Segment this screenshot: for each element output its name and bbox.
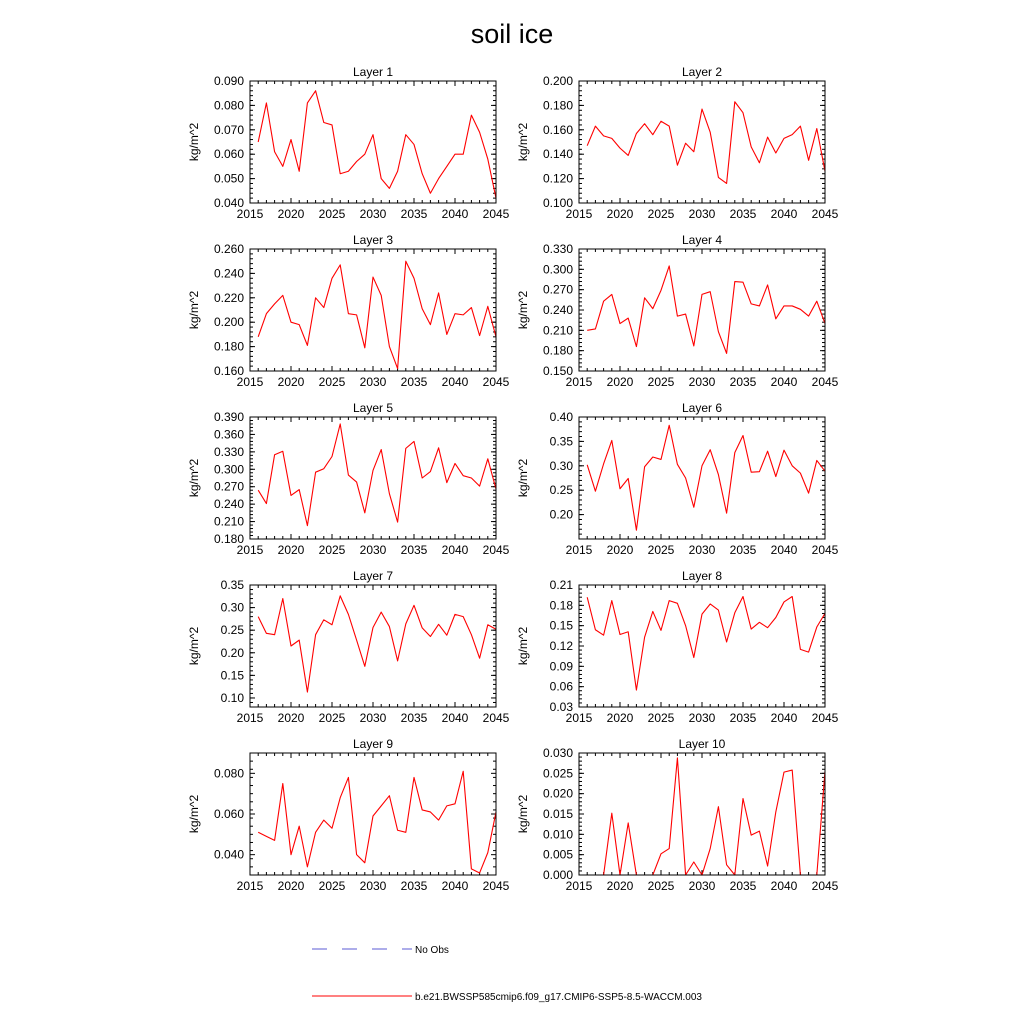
y-tick-label: 0.25	[220, 623, 244, 638]
x-tick-label: 2035	[400, 375, 428, 389]
x-tick-label: 2040	[770, 207, 798, 221]
y-tick-label: 0.20	[220, 645, 244, 660]
y-tick-label: 0.330	[213, 444, 244, 459]
y-tick-label: 0.210	[542, 323, 573, 338]
y-tick-label: 0.200	[542, 74, 573, 88]
x-tick-label: 2025	[647, 711, 675, 725]
y-tick-label: 0.330	[542, 242, 573, 256]
y-tick-label: 0.300	[542, 262, 573, 277]
x-tick-label: 2020	[606, 207, 634, 221]
x-tick-label: 2015	[565, 543, 593, 557]
x-tick-label: 2015	[565, 375, 593, 389]
x-tick-label: 2030	[688, 879, 716, 893]
x-tick-label: 2025	[318, 207, 346, 221]
y-tick-label: 0.030	[542, 746, 573, 760]
x-tick-label: 2040	[770, 711, 798, 725]
x-tick-label: 2020	[277, 375, 305, 389]
x-tick-label: 2015	[236, 879, 264, 893]
y-tick-label: 0.260	[213, 242, 244, 256]
x-tick-label: 2030	[688, 711, 716, 725]
y-tick-label: 0.140	[542, 147, 573, 162]
x-tick-label: 2015	[565, 879, 593, 893]
x-tick-label: 2015	[236, 207, 264, 221]
x-tick-label: 2025	[647, 375, 675, 389]
panel-title: Layer 10	[678, 737, 726, 751]
x-tick-label: 2040	[441, 543, 469, 557]
y-tick-label: 0.020	[542, 786, 573, 801]
x-tick-label: 2030	[688, 543, 716, 557]
y-tick-label: 0.080	[213, 766, 244, 781]
x-tick-label: 2045	[482, 375, 510, 389]
y-tick-label: 0.100	[542, 196, 573, 210]
panel-title: Layer 4	[681, 233, 723, 247]
x-tick-label: 2045	[482, 207, 510, 221]
x-tick-label: 2020	[277, 879, 305, 893]
y-tick-label: 0.210	[213, 514, 244, 529]
y-tick-label: 0.040	[213, 196, 244, 210]
x-tick-label: 2040	[770, 543, 798, 557]
x-tick-label: 2025	[647, 543, 675, 557]
x-tick-label: 2035	[729, 207, 757, 221]
x-tick-label: 2020	[606, 711, 634, 725]
y-tick-label: 0.21	[549, 578, 573, 592]
x-tick-label: 2030	[359, 879, 387, 893]
y-tick-label: 0.10	[220, 690, 244, 705]
y-tick-label: 0.180	[213, 532, 244, 546]
y-tick-label: 0.005	[542, 847, 573, 862]
x-tick-label: 2030	[359, 543, 387, 557]
x-tick-label: 2040	[441, 207, 469, 221]
x-tick-label: 2045	[811, 711, 839, 725]
x-tick-label: 2045	[482, 543, 510, 557]
y-tick-label: 0.060	[213, 807, 244, 821]
y-tick-label: 0.25	[549, 483, 573, 498]
y-tick-label: 0.35	[220, 578, 244, 592]
x-tick-label: 2035	[729, 711, 757, 725]
x-tick-label: 2020	[277, 207, 305, 221]
y-tick-label: 0.000	[542, 868, 573, 882]
y-tick-label: 0.180	[542, 98, 573, 113]
panel-title: Layer 2	[681, 65, 723, 79]
panel-title: Layer 8	[681, 569, 723, 583]
x-tick-label: 2045	[811, 375, 839, 389]
y-tick-label: 0.390	[213, 410, 244, 424]
x-tick-label: 2040	[441, 879, 469, 893]
y-tick-label: 0.180	[213, 339, 244, 354]
y-tick-label: 0.300	[213, 462, 244, 477]
y-tick-label: 0.200	[213, 315, 244, 330]
y-tick-label: 0.15	[549, 618, 573, 633]
y-tick-label: 0.270	[213, 479, 244, 494]
x-tick-label: 2020	[277, 711, 305, 725]
y-tick-label: 0.240	[542, 303, 573, 317]
y-axis-label: kg/m^2	[187, 794, 201, 834]
y-tick-label: 0.20	[549, 507, 573, 522]
x-tick-label: 2045	[482, 711, 510, 725]
x-tick-label: 2015	[565, 711, 593, 725]
x-tick-label: 2035	[729, 879, 757, 893]
y-tick-label: 0.015	[542, 807, 573, 821]
x-tick-label: 2035	[400, 711, 428, 725]
y-axis-label: kg/m^2	[187, 122, 201, 162]
x-tick-label: 2015	[236, 711, 264, 725]
y-tick-label: 0.40	[549, 410, 573, 424]
y-tick-label: 0.12	[549, 639, 573, 653]
y-tick-label: 0.270	[542, 282, 573, 297]
y-tick-label: 0.010	[542, 827, 573, 842]
x-tick-label: 2025	[318, 543, 346, 557]
panel-title: Layer 3	[352, 233, 394, 247]
x-tick-label: 2020	[606, 879, 634, 893]
y-tick-label: 0.30	[220, 600, 244, 615]
panel-title: Layer 5	[352, 401, 394, 415]
x-tick-label: 2020	[606, 543, 634, 557]
x-tick-label: 2035	[400, 207, 428, 221]
y-tick-label: 0.150	[542, 364, 573, 378]
y-tick-label: 0.09	[549, 659, 573, 674]
panel-title: Layer 7	[352, 569, 394, 583]
y-tick-label: 0.160	[542, 122, 573, 137]
y-tick-label: 0.35	[549, 434, 573, 449]
x-tick-label: 2025	[647, 207, 675, 221]
y-tick-label: 0.220	[213, 290, 244, 305]
x-tick-label: 2030	[359, 375, 387, 389]
x-tick-label: 2030	[688, 375, 716, 389]
x-tick-label: 2045	[811, 543, 839, 557]
x-tick-label: 2040	[770, 879, 798, 893]
x-tick-label: 2020	[606, 375, 634, 389]
y-tick-label: 0.180	[542, 343, 573, 358]
figure-title: soil ice	[470, 19, 554, 49]
x-tick-label: 2030	[359, 711, 387, 725]
panel-title: Layer 9	[352, 737, 394, 751]
y-tick-label: 0.18	[549, 598, 573, 613]
x-tick-label: 2040	[441, 711, 469, 725]
y-axis-label: kg/m^2	[516, 626, 530, 666]
x-tick-label: 2025	[318, 375, 346, 389]
y-tick-label: 0.360	[213, 427, 244, 442]
y-axis-label: kg/m^2	[187, 626, 201, 666]
y-tick-label: 0.050	[213, 171, 244, 186]
x-tick-label: 2015	[565, 207, 593, 221]
x-tick-label: 2020	[277, 543, 305, 557]
legend-label-no-obs: No Obs	[415, 945, 449, 956]
y-tick-label: 0.060	[213, 147, 244, 162]
y-axis-label: kg/m^2	[516, 458, 530, 498]
y-axis-label: kg/m^2	[187, 290, 201, 330]
x-tick-label: 2045	[482, 879, 510, 893]
panel-title: Layer 1	[352, 65, 394, 79]
y-tick-label: 0.15	[220, 668, 244, 683]
y-tick-label: 0.160	[213, 364, 244, 378]
y-axis-label: kg/m^2	[187, 458, 201, 498]
panel-title: Layer 6	[681, 401, 723, 415]
x-tick-label: 2035	[400, 543, 428, 557]
x-tick-label: 2035	[729, 375, 757, 389]
x-tick-label: 2030	[359, 207, 387, 221]
x-tick-label: 2025	[647, 879, 675, 893]
x-tick-label: 2035	[400, 879, 428, 893]
y-axis-label: kg/m^2	[516, 290, 530, 330]
x-tick-label: 2045	[811, 879, 839, 893]
y-tick-label: 0.025	[542, 766, 573, 781]
y-tick-label: 0.06	[549, 679, 573, 694]
y-tick-label: 0.240	[213, 266, 244, 281]
x-tick-label: 2025	[318, 711, 346, 725]
y-tick-label: 0.040	[213, 847, 244, 862]
x-tick-label: 2030	[688, 207, 716, 221]
y-tick-label: 0.30	[549, 458, 573, 473]
x-tick-label: 2040	[770, 375, 798, 389]
x-tick-label: 2025	[318, 879, 346, 893]
y-tick-label: 0.240	[213, 497, 244, 512]
x-tick-label: 2015	[236, 375, 264, 389]
y-tick-label: 0.070	[213, 122, 244, 137]
y-tick-label: 0.090	[213, 74, 244, 88]
x-tick-label: 2040	[441, 375, 469, 389]
x-tick-label: 2035	[729, 543, 757, 557]
x-tick-label: 2015	[236, 543, 264, 557]
y-axis-label: kg/m^2	[516, 794, 530, 834]
y-tick-label: 0.03	[549, 700, 573, 714]
y-tick-label: 0.080	[213, 98, 244, 113]
legend-label-model-run: b.e21.BWSSP585cmip6.f09_g17.CMIP6-SSP5-8.5-WACCM.003	[415, 992, 702, 1003]
y-tick-label: 0.120	[542, 171, 573, 186]
y-axis-label: kg/m^2	[516, 122, 530, 162]
x-tick-label: 2045	[811, 207, 839, 221]
